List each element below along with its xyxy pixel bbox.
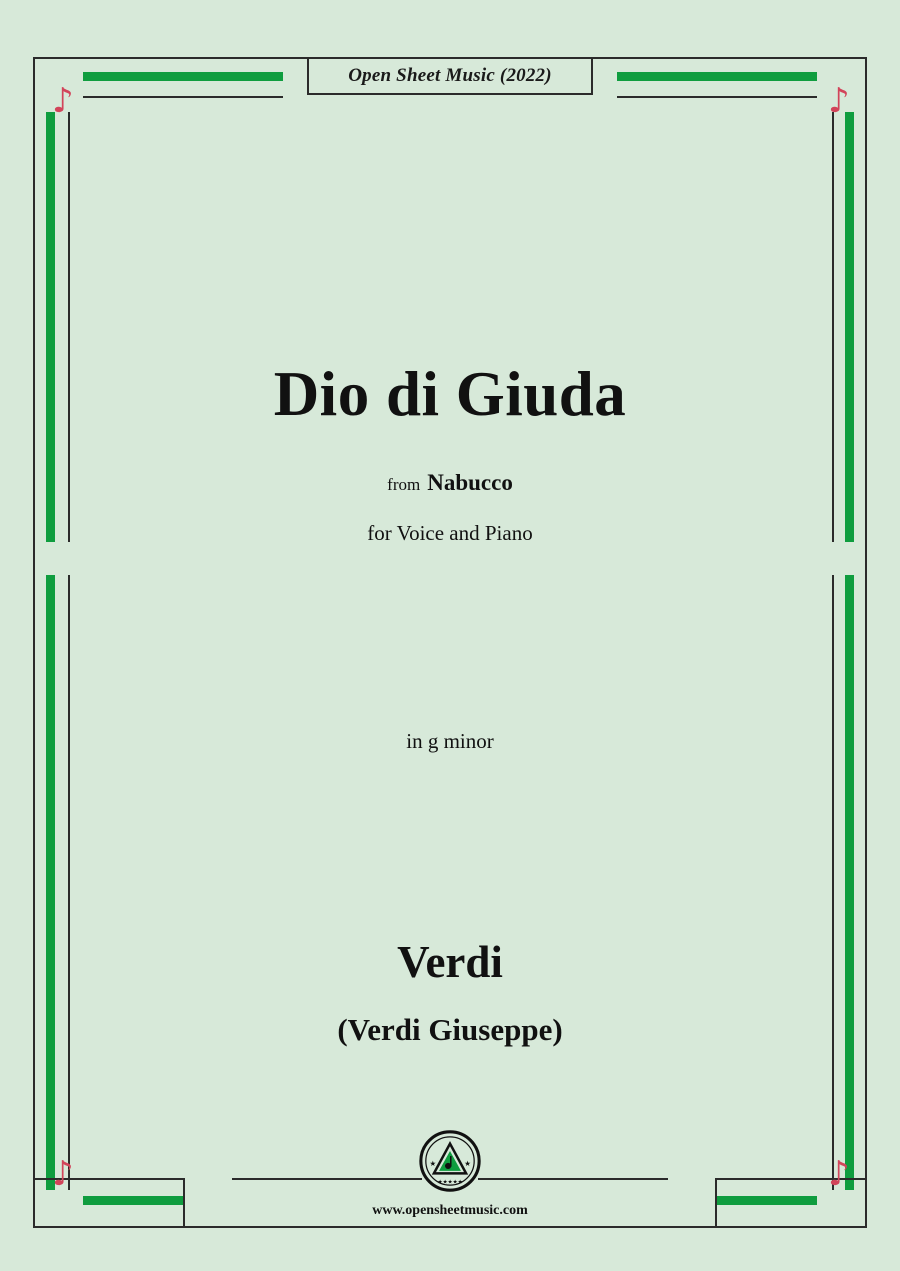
decorative-green-bar-left-bottom (46, 575, 55, 1190)
music-note-icon-top-left: ♪ (52, 81, 74, 121)
decorative-green-bar-right-bottom (845, 575, 854, 1190)
decorative-line-top-right (617, 96, 817, 98)
source-work-line (0, 470, 900, 496)
decorative-green-bar-top-right (617, 72, 817, 81)
svg-text:★: ★ (429, 1158, 437, 1168)
decorative-green-bar-top-left (83, 72, 283, 81)
music-note-icon-top-right: ♪ (828, 81, 850, 121)
publisher-badge (307, 57, 593, 95)
opensheetmusic-logo-icon (419, 1130, 481, 1192)
publisher-badge-label: Open Sheet Music (2022) (348, 65, 552, 86)
composer-name: Verdi (397, 937, 503, 987)
decorative-line-top-left (83, 96, 283, 98)
music-note-icon-bottom-left: ♪ (52, 1154, 74, 1194)
page-border-frame (33, 57, 867, 1228)
svg-text:★: ★ (464, 1158, 471, 1168)
music-note-icon-bottom-right: ♪ (828, 1154, 850, 1194)
website-url[interactable]: www.opensheetmusic.com (372, 1203, 528, 1218)
page-title: Dio di Giuda (273, 359, 627, 429)
source-work-title: Nabucco (427, 470, 513, 495)
decorative-line-bottom-left (232, 1178, 422, 1180)
from-label: from (387, 475, 421, 494)
decorative-line-bottom-right (478, 1178, 668, 1180)
composer-full-name: (Verdi Giuseppe) (337, 1012, 563, 1047)
key-label: in g minor (406, 729, 494, 753)
svg-text:★★★★★: ★★★★★ (437, 1179, 463, 1186)
decorative-line-right-bottom (832, 575, 834, 1190)
instrumentation-label: for Voice and Piano (367, 521, 533, 545)
decorative-line-left-bottom (68, 575, 70, 1190)
